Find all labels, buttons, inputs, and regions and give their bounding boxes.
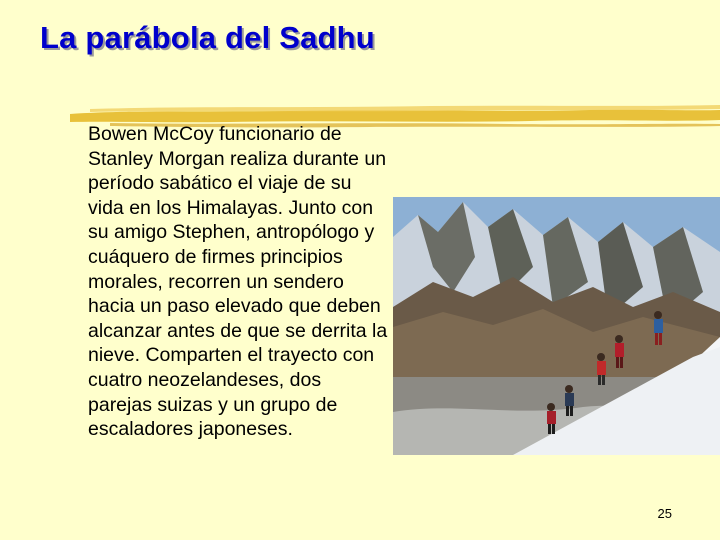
page-number: 25 <box>657 506 672 521</box>
slide-body-text: Bowen McCoy funcionario de Stanley Morgan realiza durante un período sabático el viaje de su vida en los Himalayas. Junto con su amigo Stephen, antropólogo y cuáquero de firmes principios morales, recorren un sendero hacia un paso elevado que deben alcanzar antes de que se derrita la nieve. Comparten el trayecto con cuatro neozelandeses, dos parejas suizas y un grupo de escaladores japoneses. <box>88 123 388 441</box>
mountain-climbers-photo <box>393 197 720 455</box>
slide-title: La parábola del Sadhu <box>40 20 375 55</box>
